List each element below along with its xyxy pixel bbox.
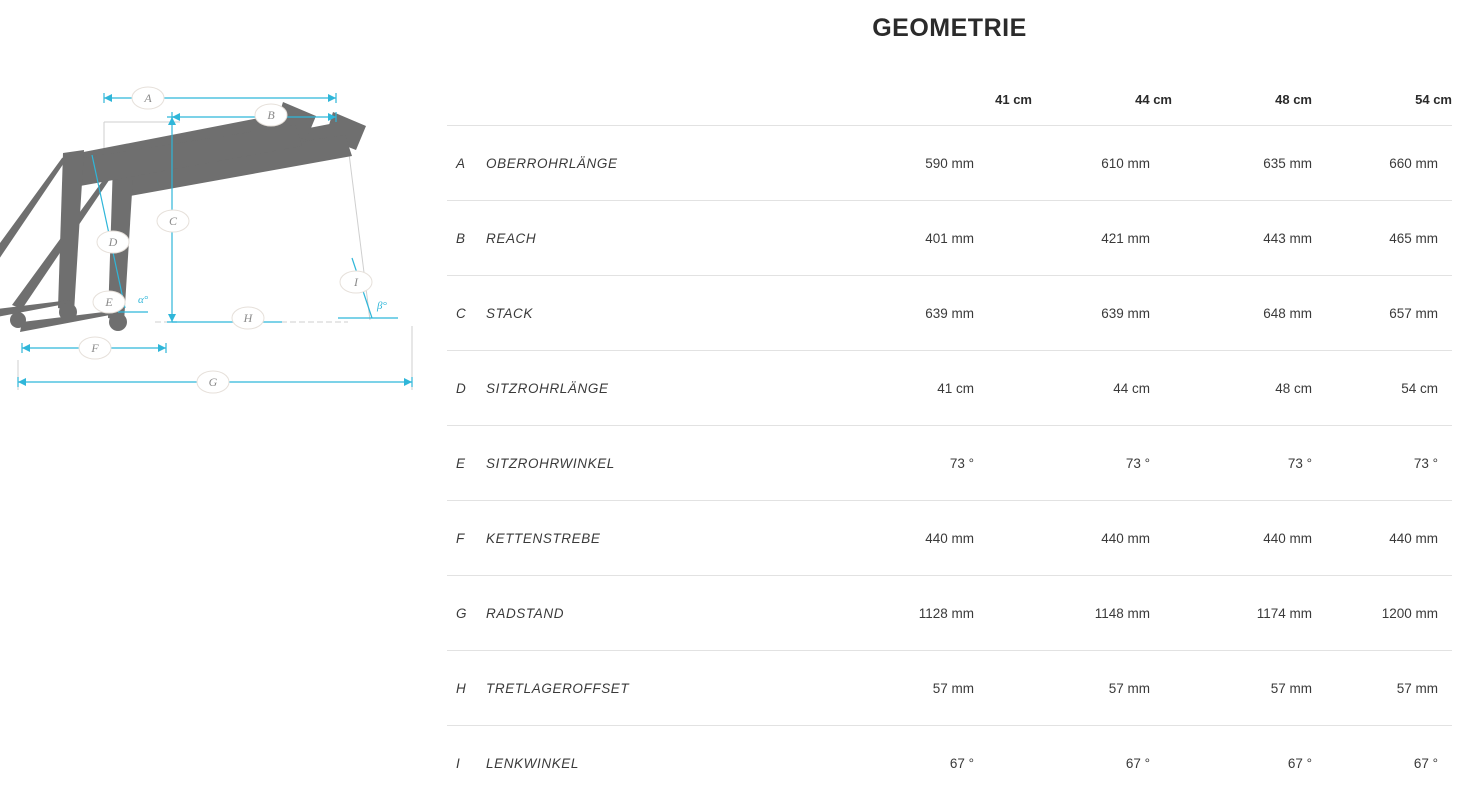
row-value-48: 443 mm (1172, 201, 1312, 276)
row-letter: H (447, 651, 485, 726)
row-value-44: 67 ° (1032, 726, 1172, 801)
row-value-48: 67 ° (1172, 726, 1312, 801)
row-value-44: 639 mm (1032, 276, 1172, 351)
callout-A-label: A (144, 91, 152, 105)
row-letter: G (447, 576, 485, 651)
row-value-54: 73 ° (1312, 426, 1452, 501)
table-row (447, 351, 1452, 426)
row-value-44: 440 mm (1032, 501, 1172, 576)
callout-E-label: E (105, 295, 113, 309)
table-row (447, 726, 1452, 801)
row-letter: C (447, 276, 485, 351)
row-letter: B (447, 201, 485, 276)
row-value-41: 1128 mm (892, 576, 1032, 651)
callout-F-label: F (91, 341, 99, 355)
row-label: STACK (485, 276, 892, 351)
row-label: OBERROHRLÄNGE (485, 126, 892, 201)
row-value-44: 1148 mm (1032, 576, 1172, 651)
row-label: REACH (485, 201, 892, 276)
row-value-54: 57 mm (1312, 651, 1452, 726)
page-title: GEOMETRIE (872, 14, 1027, 42)
row-label: SITZROHRWINKEL (485, 426, 892, 501)
row-label: TRETLAGEROFFSET (485, 651, 892, 726)
row-letter: F (447, 501, 485, 576)
row-value-41: 73 ° (892, 426, 1032, 501)
geometry-table (447, 92, 1452, 800)
row-value-48: 73 ° (1172, 426, 1312, 501)
row-value-44: 610 mm (1032, 126, 1172, 201)
row-value-48: 440 mm (1172, 501, 1312, 576)
angle-beta-label: β° (377, 300, 387, 312)
row-label: LENKWINKEL (485, 726, 892, 801)
callout-D-label: D (108, 235, 118, 249)
angle-alpha-label: α° (138, 294, 149, 306)
row-value-41: 41 cm (892, 351, 1032, 426)
row-value-44: 421 mm (1032, 201, 1172, 276)
callout-G-label: G (208, 375, 218, 389)
row-value-54: 465 mm (1312, 201, 1452, 276)
row-value-48: 648 mm (1172, 276, 1312, 351)
row-value-41: 67 ° (892, 726, 1032, 801)
row-letter: D (447, 351, 485, 426)
row-letter: A (447, 126, 485, 201)
callout-C-label: C (168, 214, 178, 228)
row-value-48: 48 cm (1172, 351, 1312, 426)
bike-geometry-diagram (0, 60, 440, 410)
row-value-41: 57 mm (892, 651, 1032, 726)
table-row (447, 651, 1452, 726)
row-value-44: 44 cm (1032, 351, 1172, 426)
callout-H-label: H (243, 311, 253, 325)
table-row (447, 201, 1452, 276)
row-label: RADSTAND (485, 576, 892, 651)
header-label-blank (485, 92, 892, 126)
row-value-48: 1174 mm (1172, 576, 1312, 651)
row-value-54: 660 mm (1312, 126, 1452, 201)
table-row (447, 126, 1452, 201)
row-value-54: 657 mm (1312, 276, 1452, 351)
callout-I-label: I (354, 275, 358, 289)
row-letter: E (447, 426, 485, 501)
row-value-44: 73 ° (1032, 426, 1172, 501)
row-value-41: 401 mm (892, 201, 1032, 276)
table-body (447, 126, 1452, 801)
row-value-54: 54 cm (1312, 351, 1452, 426)
header-size-44: 44 cm (1135, 92, 1172, 107)
row-value-41: 590 mm (892, 126, 1032, 201)
header-size-54: 54 cm (1415, 92, 1452, 107)
table-row (447, 501, 1452, 576)
header-letter-blank (447, 92, 485, 126)
row-value-54: 1200 mm (1312, 576, 1452, 651)
row-value-48: 635 mm (1172, 126, 1312, 201)
row-letter: I (447, 726, 485, 801)
row-value-48: 57 mm (1172, 651, 1312, 726)
row-label: KETTENSTREBE (485, 501, 892, 576)
row-value-54: 67 ° (1312, 726, 1452, 801)
row-value-41: 440 mm (892, 501, 1032, 576)
header-size-41: 41 cm (995, 92, 1032, 107)
table-row (447, 276, 1452, 351)
row-value-41: 639 mm (892, 276, 1032, 351)
table-header-row (447, 92, 1452, 126)
row-value-44: 57 mm (1032, 651, 1172, 726)
header-size-48: 48 cm (1275, 92, 1312, 107)
table-row (447, 426, 1452, 501)
table-row (447, 576, 1452, 651)
table-header (447, 92, 1452, 126)
row-label: SITZROHRLÄNGE (485, 351, 892, 426)
row-value-54: 440 mm (1312, 501, 1452, 576)
callout-B-label: B (267, 108, 275, 122)
frame-shape (0, 102, 316, 322)
